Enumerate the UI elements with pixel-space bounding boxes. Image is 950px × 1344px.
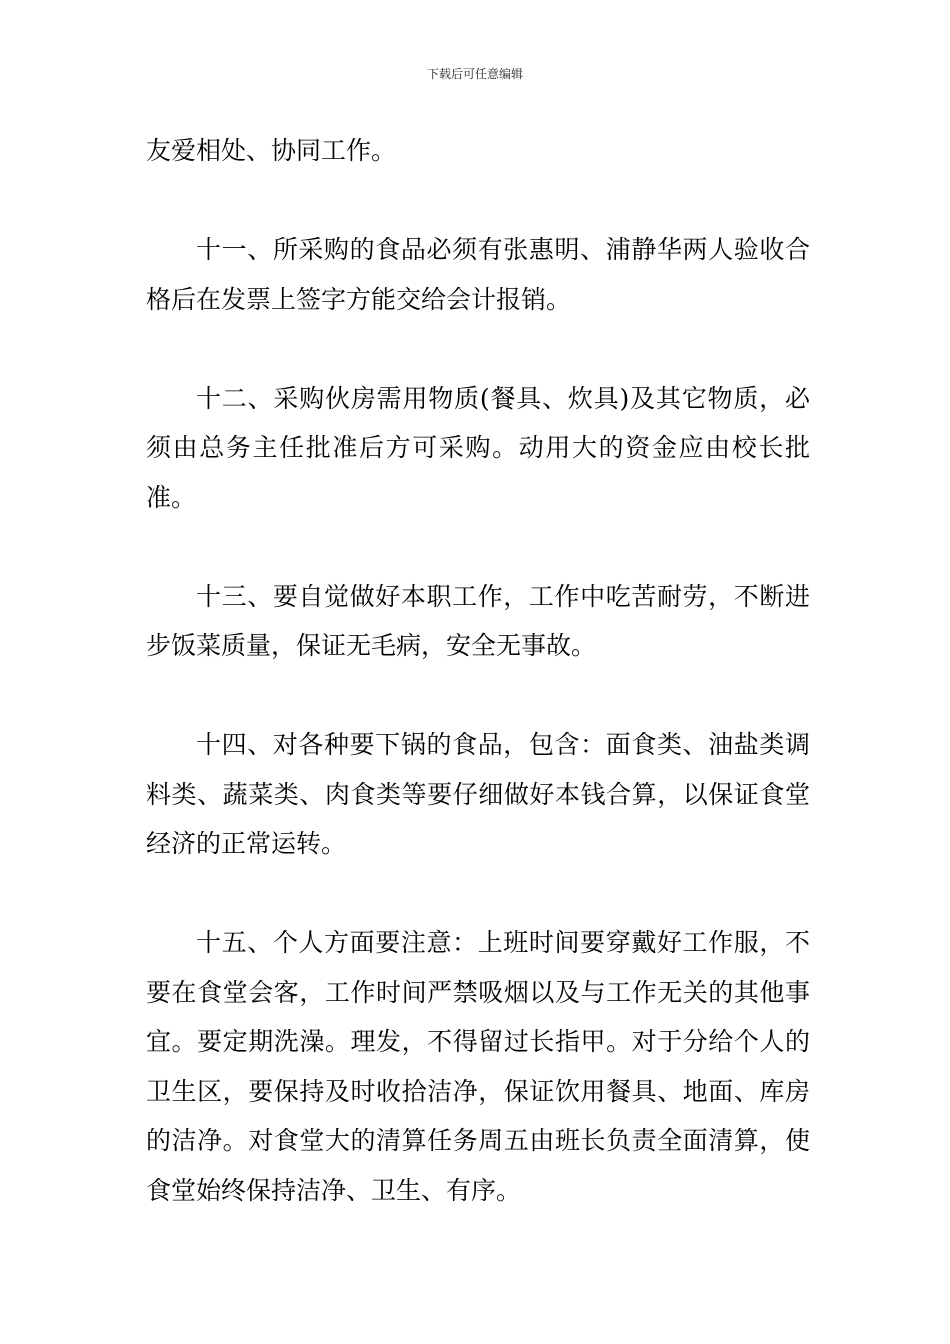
rule-paragraph-11: 十一、所采购的食品必须有张惠明、浦静华两人验收合格后在发票上签字方能交给会计报销。	[146, 235, 810, 314]
rule-paragraph-12: 十二、采购伙房需用物质(餐具、炊具)及其它物质，必须由总务主任批准后方可采购。动用大的资金应由校长批准。	[146, 383, 810, 512]
rule-paragraph-14: 十四、对各种要下锅的食品，包含：面食类、油盐类调料类、蔬菜类、肉食类等要仔细做好本钱合算，以保证食堂经济的正常运转。	[146, 730, 810, 858]
rule-paragraph-15: 十五、个人方面要注意：上班时间要穿戴好工作服，不要在食堂会客，工作时间严禁吸烟以及与工作无关的其他事宜。要定期洗澡。理发，不得留过长指甲。对于分给个人的卫生区，要保持及时收拾洁净，保证饮用餐具、地面、库房的洁净。对食堂大的清算任务周五由班长负责全面清算，使食堂始终保持洁净、卫生、有序。	[146, 928, 810, 1205]
rule-paragraph-13: 十三、要自觉做好本职工作，工作中吃苦耐劳，不断进步饭菜质量，保证无毛病，安全无事故。	[146, 581, 810, 660]
continuation-paragraph: 友爱相处、协同工作。	[146, 136, 397, 165]
document-body	[146, 126, 810, 1265]
page-header: 下载后可任意编辑	[426, 67, 523, 81]
